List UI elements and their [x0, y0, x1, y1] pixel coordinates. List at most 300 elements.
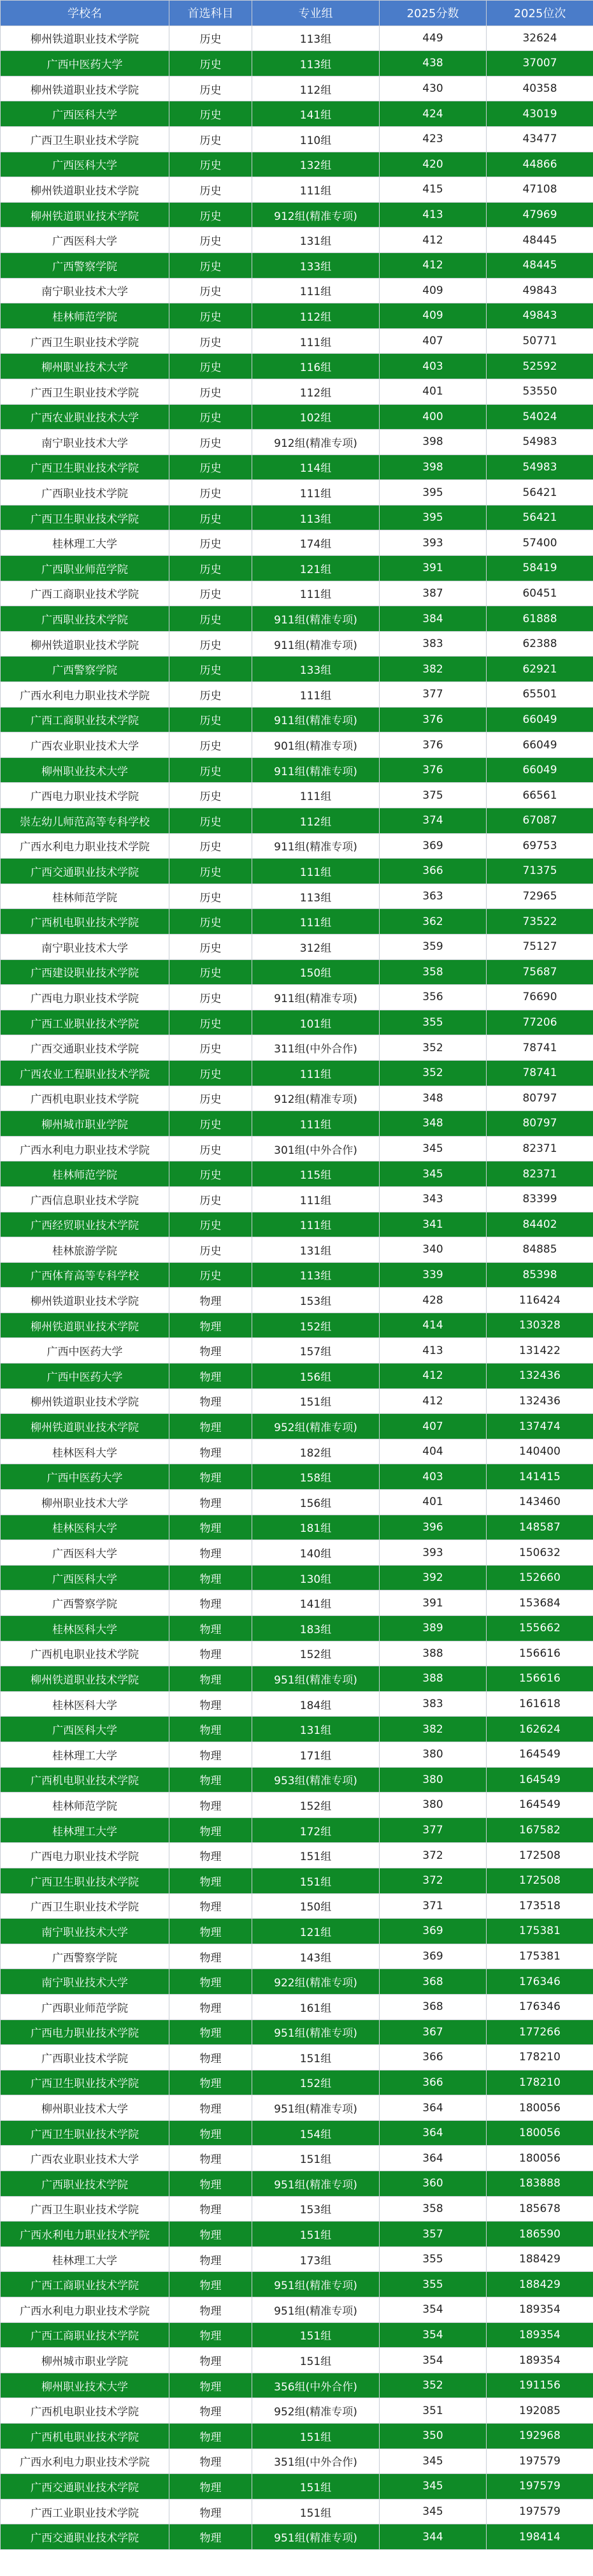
cell-school: 柳州铁道职业技术学院	[1, 1388, 169, 1414]
cell-school: 柳州铁道职业技术学院	[1, 202, 169, 228]
cell-school: 广西电力职业技术学院	[1, 1843, 169, 1868]
cell-score: 388	[380, 1641, 487, 1666]
cell-score: 413	[380, 1338, 487, 1364]
cell-subject: 历史	[169, 51, 252, 76]
cell-rank: 84402	[487, 1212, 593, 1237]
cell-rank: 73522	[487, 909, 593, 935]
table-row	[1, 430, 593, 455]
cell-subject: 历史	[169, 808, 252, 834]
table-row	[1, 1691, 593, 1717]
cell-major-group: 110组	[252, 126, 380, 152]
table-row	[1, 707, 593, 732]
cell-subject: 物理	[169, 1666, 252, 1692]
cell-major-group: 121组	[252, 556, 380, 581]
cell-subject: 历史	[169, 252, 252, 278]
cell-subject: 历史	[169, 480, 252, 506]
cell-major-group: 113组	[252, 1262, 380, 1288]
cell-rank: 37007	[487, 51, 593, 76]
cell-major-group: 911组(精准专项)	[252, 631, 380, 657]
cell-major-group: 951组(精准专项)	[252, 2297, 380, 2323]
cell-rank: 80797	[487, 1086, 593, 1111]
cell-major-group: 113组	[252, 505, 380, 530]
cell-rank: 56421	[487, 480, 593, 506]
cell-subject: 历史	[169, 707, 252, 732]
cell-rank: 52592	[487, 354, 593, 379]
cell-major-group: 111组	[252, 278, 380, 303]
cell-score: 360	[380, 2171, 487, 2197]
cell-major-group: 151组	[252, 2499, 380, 2524]
cell-major-group: 151组	[252, 1388, 380, 1414]
cell-major-group: 114组	[252, 455, 380, 480]
cell-school: 广西医科大学	[1, 152, 169, 177]
cell-subject: 历史	[169, 1186, 252, 1212]
cell-school: 广西交通职业技术学院	[1, 2474, 169, 2500]
cell-rank: 54983	[487, 430, 593, 455]
cell-subject: 历史	[169, 379, 252, 404]
cell-rank: 197579	[487, 2499, 593, 2524]
cell-subject: 物理	[169, 2524, 252, 2550]
cell-rank: 180056	[487, 2095, 593, 2121]
cell-subject: 历史	[169, 1111, 252, 1137]
cell-major-group: 111组	[252, 682, 380, 708]
cell-subject: 历史	[169, 303, 252, 329]
cell-school: 广西工商职业技术学院	[1, 707, 169, 732]
table-row	[1, 757, 593, 783]
cell-major-group: 141组	[252, 101, 380, 127]
table-row	[1, 556, 593, 581]
cell-score: 404	[380, 1439, 487, 1464]
cell-school: 广西水利电力职业技术学院	[1, 833, 169, 859]
cell-score: 376	[380, 732, 487, 758]
cell-score: 401	[380, 1490, 487, 1515]
cell-major-group: 911组(精准专项)	[252, 707, 380, 732]
cell-score: 413	[380, 202, 487, 228]
cell-score: 398	[380, 455, 487, 480]
table-row	[1, 1515, 593, 1540]
cell-school: 广西水利电力职业技术学院	[1, 2222, 169, 2247]
cell-rank: 188429	[487, 2246, 593, 2272]
cell-subject: 物理	[169, 2246, 252, 2272]
cell-score: 354	[380, 2322, 487, 2348]
cell-rank: 75127	[487, 934, 593, 959]
cell-school: 桂林理工大学	[1, 1817, 169, 1843]
cell-score: 380	[380, 1742, 487, 1767]
cell-major-group: 111组	[252, 783, 380, 808]
cell-major-group: 141组	[252, 1590, 380, 1616]
cell-school: 广西中医药大学	[1, 1464, 169, 1490]
cell-subject: 物理	[169, 1994, 252, 2019]
cell-school: 桂林师范学院	[1, 1793, 169, 1818]
table-row	[1, 1641, 593, 1666]
cell-school: 柳州铁道职业技术学院	[1, 76, 169, 101]
cell-school: 广西中医药大学	[1, 1338, 169, 1364]
cell-school: 柳州铁道职业技术学院	[1, 1414, 169, 1439]
table-row	[1, 1464, 593, 1490]
cell-score: 345	[380, 2474, 487, 2500]
table-row	[1, 1288, 593, 1313]
cell-major-group: 901组(精准专项)	[252, 732, 380, 758]
cell-rank: 156616	[487, 1666, 593, 1692]
cell-score: 403	[380, 1464, 487, 1490]
cell-school: 广西医科大学	[1, 1565, 169, 1590]
cell-rank: 50771	[487, 328, 593, 354]
cell-school: 柳州铁道职业技术学院	[1, 25, 169, 51]
table-row	[1, 2120, 593, 2146]
cell-score: 387	[380, 581, 487, 606]
cell-subject: 历史	[169, 455, 252, 480]
cell-subject: 物理	[169, 1616, 252, 1641]
cell-subject: 物理	[169, 1691, 252, 1717]
cell-major-group: 111组	[252, 1060, 380, 1086]
cell-rank: 66049	[487, 732, 593, 758]
cell-rank: 176346	[487, 1994, 593, 2019]
table-row	[1, 1186, 593, 1212]
cell-major-group: 102组	[252, 404, 380, 430]
cell-score: 343	[380, 1186, 487, 1212]
cell-rank: 152660	[487, 1565, 593, 1590]
table-row	[1, 1490, 593, 1515]
cell-major-group: 151组	[252, 1868, 380, 1893]
cell-subject: 物理	[169, 1490, 252, 1515]
cell-major-group: 113组	[252, 51, 380, 76]
cell-major-group: 151组	[252, 2474, 380, 2500]
cell-score: 414	[380, 1313, 487, 1338]
cell-rank: 188429	[487, 2272, 593, 2297]
cell-major-group: 153组	[252, 1288, 380, 1313]
cell-major-group: 911组(精准专项)	[252, 757, 380, 783]
cell-school: 广西卫生职业技术学院	[1, 505, 169, 530]
cell-major-group: 156组	[252, 1490, 380, 1515]
table-row	[1, 25, 593, 51]
cell-major-group: 112组	[252, 379, 380, 404]
cell-school: 柳州职业技术大学	[1, 757, 169, 783]
cell-rank: 137474	[487, 1414, 593, 1439]
cell-school: 桂林理工大学	[1, 1742, 169, 1767]
cell-school: 桂林理工大学	[1, 2246, 169, 2272]
cell-rank: 82371	[487, 1161, 593, 1187]
table-row	[1, 1439, 593, 1464]
cell-score: 382	[380, 657, 487, 682]
cell-rank: 69753	[487, 833, 593, 859]
cell-major-group: 113组	[252, 884, 380, 909]
cell-rank: 47108	[487, 177, 593, 203]
cell-major-group: 951组(精准专项)	[252, 2171, 380, 2197]
cell-school: 广西水利电力职业技术学院	[1, 682, 169, 708]
cell-rank: 84885	[487, 1237, 593, 1263]
cell-subject: 物理	[169, 2146, 252, 2171]
cell-school: 柳州职业技术大学	[1, 1490, 169, 1515]
cell-rank: 186590	[487, 2222, 593, 2247]
cell-subject: 历史	[169, 177, 252, 203]
cell-major-group: 184组	[252, 1691, 380, 1717]
cell-subject: 历史	[169, 25, 252, 51]
table-row	[1, 1590, 593, 1616]
cell-subject: 历史	[169, 354, 252, 379]
cell-subject: 物理	[169, 2297, 252, 2323]
table-row	[1, 328, 593, 354]
cell-subject: 历史	[169, 682, 252, 708]
cell-rank: 49843	[487, 278, 593, 303]
cell-subject: 物理	[169, 2196, 252, 2222]
cell-major-group: 157组	[252, 1338, 380, 1364]
table-row	[1, 252, 593, 278]
table-row	[1, 1364, 593, 1389]
cell-rank: 189354	[487, 2322, 593, 2348]
cell-subject: 历史	[169, 328, 252, 354]
cell-subject: 历史	[169, 202, 252, 228]
table-row	[1, 126, 593, 152]
cell-subject: 历史	[169, 76, 252, 101]
cell-rank: 67087	[487, 808, 593, 834]
cell-major-group: 911组(精准专项)	[252, 833, 380, 859]
cell-rank: 72965	[487, 884, 593, 909]
cell-rank: 178210	[487, 2045, 593, 2070]
cell-subject: 物理	[169, 1969, 252, 1995]
cell-subject: 历史	[169, 1237, 252, 1263]
cell-subject: 历史	[169, 430, 252, 455]
cell-subject: 物理	[169, 1742, 252, 1767]
table-row	[1, 2070, 593, 2095]
table-row	[1, 1767, 593, 1793]
cell-school: 广西卫生职业技术学院	[1, 1893, 169, 1919]
cell-score: 369	[380, 1919, 487, 1944]
cell-score: 354	[380, 2348, 487, 2373]
cell-score: 350	[380, 2424, 487, 2449]
table-row	[1, 2196, 593, 2222]
cell-major-group: 182组	[252, 1439, 380, 1464]
cell-major-group: 152组	[252, 1641, 380, 1666]
cell-subject: 历史	[169, 1161, 252, 1187]
cell-school: 柳州铁道职业技术学院	[1, 177, 169, 203]
cell-subject: 物理	[169, 1464, 252, 1490]
table-row	[1, 2398, 593, 2424]
table-row	[1, 303, 593, 329]
cell-score: 420	[380, 152, 487, 177]
cell-school: 柳州职业技术大学	[1, 354, 169, 379]
cell-school: 南宁职业技术大学	[1, 278, 169, 303]
cell-school: 柳州城市职业学院	[1, 1111, 169, 1137]
cell-score: 359	[380, 934, 487, 959]
cell-major-group: 952组(精准专项)	[252, 2398, 380, 2424]
cell-rank: 78741	[487, 1035, 593, 1061]
cell-school: 桂林师范学院	[1, 303, 169, 329]
cell-score: 367	[380, 2019, 487, 2045]
cell-subject: 物理	[169, 2348, 252, 2373]
cell-subject: 历史	[169, 1136, 252, 1161]
cell-rank: 185678	[487, 2196, 593, 2222]
cell-major-group: 181组	[252, 1515, 380, 1540]
column-header-school: 学校名	[1, 1, 169, 26]
table-row	[1, 631, 593, 657]
cell-score: 364	[380, 2146, 487, 2171]
table-row	[1, 2222, 593, 2247]
table-row	[1, 1388, 593, 1414]
cell-school: 广西工商职业技术学院	[1, 2272, 169, 2297]
cell-subject: 物理	[169, 2095, 252, 2121]
cell-score: 412	[380, 1364, 487, 1389]
cell-school: 广西卫生职业技术学院	[1, 2196, 169, 2222]
table-row	[1, 1540, 593, 1566]
cell-rank: 40358	[487, 76, 593, 101]
cell-rank: 65501	[487, 682, 593, 708]
cell-school: 广西水利电力职业技术学院	[1, 2449, 169, 2474]
table-row	[1, 1111, 593, 1137]
cell-school: 广西警察学院	[1, 1590, 169, 1616]
cell-score: 428	[380, 1288, 487, 1313]
cell-major-group: 156组	[252, 1364, 380, 1389]
table-row	[1, 1565, 593, 1590]
cell-subject: 历史	[169, 631, 252, 657]
cell-score: 400	[380, 404, 487, 430]
cell-school: 广西机电职业技术学院	[1, 1086, 169, 1111]
cell-score: 430	[380, 76, 487, 101]
cell-subject: 历史	[169, 101, 252, 127]
cell-rank: 57400	[487, 530, 593, 556]
table-row	[1, 1313, 593, 1338]
cell-score: 339	[380, 1262, 487, 1288]
cell-subject: 物理	[169, 1313, 252, 1338]
cell-rank: 167582	[487, 1817, 593, 1843]
cell-score: 369	[380, 1944, 487, 1969]
cell-major-group: 112组	[252, 808, 380, 834]
cell-school: 柳州铁道职业技术学院	[1, 1313, 169, 1338]
table-row	[1, 2373, 593, 2398]
cell-rank: 176346	[487, 1969, 593, 1995]
cell-major-group: 151组	[252, 1843, 380, 1868]
cell-major-group: 183组	[252, 1616, 380, 1641]
table-row	[1, 2297, 593, 2323]
cell-score: 366	[380, 2070, 487, 2095]
cell-subject: 历史	[169, 732, 252, 758]
table-header-row	[1, 1, 593, 26]
cell-school: 广西交通职业技术学院	[1, 2524, 169, 2550]
cell-score: 362	[380, 909, 487, 935]
cell-score: 415	[380, 177, 487, 203]
cell-rank: 173518	[487, 1893, 593, 1919]
cell-rank: 116424	[487, 1288, 593, 1313]
cell-rank: 197579	[487, 2449, 593, 2474]
cell-score: 396	[380, 1515, 487, 1540]
cell-score: 364	[380, 2120, 487, 2146]
cell-subject: 物理	[169, 1338, 252, 1364]
cell-major-group: 151组	[252, 2348, 380, 2373]
table-row	[1, 1717, 593, 1742]
cell-school: 南宁职业技术大学	[1, 430, 169, 455]
cell-rank: 155662	[487, 1616, 593, 1641]
cell-rank: 198414	[487, 2524, 593, 2550]
table-row	[1, 2524, 593, 2550]
cell-subject: 历史	[169, 530, 252, 556]
cell-subject: 历史	[169, 1035, 252, 1061]
table-row	[1, 2246, 593, 2272]
cell-score: 380	[380, 1767, 487, 1793]
cell-subject: 历史	[169, 757, 252, 783]
cell-subject: 物理	[169, 1388, 252, 1414]
cell-major-group: 111组	[252, 859, 380, 884]
table-row	[1, 1086, 593, 1111]
cell-school: 桂林医科大学	[1, 1515, 169, 1540]
cell-score: 412	[380, 252, 487, 278]
cell-major-group: 112组	[252, 76, 380, 101]
cell-subject: 物理	[169, 1641, 252, 1666]
table-row	[1, 1338, 593, 1364]
cell-rank: 180056	[487, 2146, 593, 2171]
cell-subject: 历史	[169, 657, 252, 682]
table-row	[1, 1161, 593, 1187]
cell-subject: 物理	[169, 2222, 252, 2247]
cell-major-group: 131组	[252, 1717, 380, 1742]
cell-school: 广西医科大学	[1, 228, 169, 253]
cell-major-group: 132组	[252, 152, 380, 177]
table-body	[1, 25, 593, 2549]
table-row	[1, 1666, 593, 1692]
cell-score: 409	[380, 278, 487, 303]
cell-school: 广西职业技术学院	[1, 606, 169, 632]
table-row	[1, 2499, 593, 2524]
table-row	[1, 833, 593, 859]
table-row	[1, 859, 593, 884]
cell-rank: 175381	[487, 1919, 593, 1944]
cell-school: 广西体育高等专科学校	[1, 1262, 169, 1288]
cell-rank: 58419	[487, 556, 593, 581]
cell-school: 广西工业职业技术学院	[1, 2499, 169, 2524]
table-row	[1, 228, 593, 253]
cell-rank: 164549	[487, 1742, 593, 1767]
cell-major-group: 115组	[252, 1161, 380, 1187]
cell-rank: 132436	[487, 1364, 593, 1389]
table-row	[1, 1969, 593, 1995]
cell-subject: 历史	[169, 783, 252, 808]
cell-major-group: 161组	[252, 1994, 380, 2019]
cell-subject: 历史	[169, 505, 252, 530]
cell-school: 广西水利电力职业技术学院	[1, 1136, 169, 1161]
cell-school: 广西卫生职业技术学院	[1, 126, 169, 152]
cell-major-group: 133组	[252, 252, 380, 278]
cell-rank: 180056	[487, 2120, 593, 2146]
cell-school: 桂林师范学院	[1, 884, 169, 909]
cell-major-group: 131组	[252, 1237, 380, 1263]
cell-school: 广西电力职业技术学院	[1, 985, 169, 1010]
cell-subject: 历史	[169, 152, 252, 177]
cell-rank: 43019	[487, 101, 593, 127]
cell-rank: 66561	[487, 783, 593, 808]
cell-major-group: 116组	[252, 354, 380, 379]
table-row	[1, 1793, 593, 1818]
cell-score: 403	[380, 354, 487, 379]
table-row	[1, 1035, 593, 1061]
cell-subject: 历史	[169, 959, 252, 985]
table-row	[1, 2424, 593, 2449]
cell-major-group: 150组	[252, 959, 380, 985]
table-row	[1, 480, 593, 506]
cell-rank: 75687	[487, 959, 593, 985]
cell-school: 广西警察学院	[1, 252, 169, 278]
table-row	[1, 808, 593, 834]
cell-rank: 189354	[487, 2297, 593, 2323]
column-header-rank: 2025位次	[487, 1, 593, 26]
cell-score: 341	[380, 1212, 487, 1237]
cell-rank: 164549	[487, 1793, 593, 1818]
cell-score: 364	[380, 2095, 487, 2121]
cell-subject: 物理	[169, 1868, 252, 1893]
cell-score: 355	[380, 1010, 487, 1035]
cell-subject: 历史	[169, 1262, 252, 1288]
cell-score: 391	[380, 1590, 487, 1616]
cell-score: 409	[380, 303, 487, 329]
cell-school: 南宁职业技术大学	[1, 934, 169, 959]
cell-score: 389	[380, 1616, 487, 1641]
cell-school: 广西信息职业技术学院	[1, 1186, 169, 1212]
